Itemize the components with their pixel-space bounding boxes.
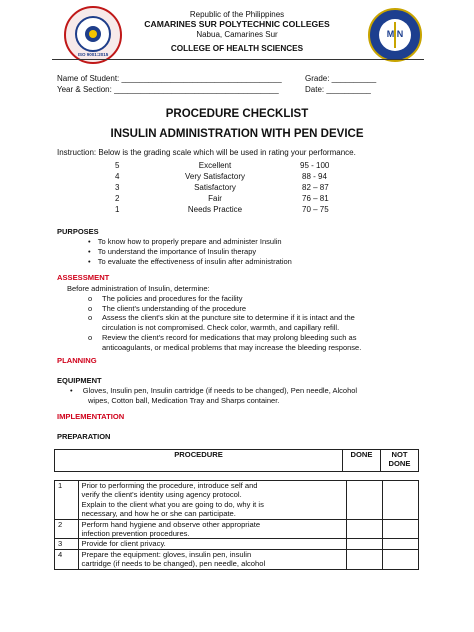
list-item-continued bbox=[88, 323, 428, 333]
grade-label: Very Satisfactory bbox=[184, 172, 246, 181]
done-cell[interactable] bbox=[347, 549, 383, 569]
grade-label: Needs Practice bbox=[187, 205, 243, 214]
procedure-steps-table bbox=[54, 480, 419, 570]
year-section-field: Year & Section: _____________________________________ bbox=[57, 85, 279, 94]
grade-range: 70 – 75 bbox=[302, 205, 329, 214]
equipment-line-1 bbox=[70, 386, 357, 395]
list-item-text: Assess the client's skin at the puncture site to determine if it is intact and the bbox=[102, 313, 355, 323]
list-item: • To know how to properly prepare and administer Insulin bbox=[88, 237, 282, 246]
iso-label: ISO 9001:2015 bbox=[77, 52, 109, 57]
purposes-list bbox=[88, 237, 292, 267]
grade-label: Excellent bbox=[198, 161, 232, 170]
grade-label: Fair bbox=[208, 194, 222, 203]
not-done-cell[interactable] bbox=[383, 481, 419, 520]
college-location: Nabua, Camarines Sur bbox=[196, 30, 278, 39]
checklist-header-table bbox=[54, 449, 419, 472]
department-name: COLLEGE OF HEALTH SCIENCES bbox=[170, 44, 304, 53]
bullet-icon: • bbox=[70, 386, 73, 395]
table-row bbox=[55, 539, 419, 549]
planning-heading: PLANNING bbox=[57, 356, 97, 365]
assessment-heading: ASSESSMENT bbox=[57, 273, 110, 282]
table-row bbox=[55, 519, 419, 539]
grade-field: Grade: __________ bbox=[305, 74, 377, 83]
done-cell[interactable] bbox=[347, 481, 383, 520]
step-line: Prior to performing the procedure, introduce self and bbox=[81, 481, 258, 490]
equipment-heading: EQUIPMENT bbox=[57, 376, 102, 385]
college-name: CAMARINES SUR POLYTECHNIC COLLEGES bbox=[144, 19, 330, 29]
step-line: infection prevention procedures. bbox=[81, 529, 190, 539]
step-line: Perform hand hygiene and observe other appropriate bbox=[81, 519, 261, 529]
step-text bbox=[78, 481, 347, 520]
procedure-column-header: PROCEDURE bbox=[55, 450, 343, 472]
list-item-text: anticoagulants, or medical problems that may increase the bleeding response. bbox=[102, 342, 362, 352]
step-line: Provide for client privacy. bbox=[81, 539, 166, 549]
list-item-text: The client's understanding of the procedure bbox=[102, 303, 247, 313]
step-text bbox=[78, 539, 347, 549]
step-text bbox=[78, 549, 347, 569]
step-number: 1 bbox=[55, 481, 79, 520]
step-line: Prepare the equipment: gloves, insulin pen, insulin bbox=[81, 549, 252, 559]
table-row bbox=[55, 549, 419, 569]
grade-score: 2 bbox=[115, 194, 120, 203]
grade-range: 88 - 94 bbox=[302, 172, 327, 181]
purposes-heading: PURPOSES bbox=[57, 227, 99, 236]
grade-score: 1 bbox=[115, 205, 120, 214]
list-item-continued bbox=[88, 343, 428, 353]
done-cell[interactable] bbox=[347, 519, 383, 539]
grade-range: 76 – 81 bbox=[302, 194, 329, 203]
equipment-line-2: wipes, Cotton ball, Medication Tray and Sharps container. bbox=[88, 396, 280, 405]
list-item: o Review the client's record for medications that may prolong bleeding such as bbox=[88, 332, 357, 342]
list-item-text: circulation is not compromised. Check color, warmth, and capillary refill. bbox=[102, 323, 340, 333]
equipment-text: Gloves, Insulin pen, Insulin cartridge (if needs to be changed), Pen needle, Alcohol bbox=[82, 386, 358, 395]
done-cell[interactable] bbox=[347, 539, 383, 549]
document-title: PROCEDURE CHECKLIST bbox=[165, 108, 309, 120]
grade-score: 3 bbox=[115, 183, 120, 192]
step-line: verify the client's identity using agency protocol. bbox=[81, 490, 242, 500]
list-item-text: To know how to properly prepare and administer Insulin bbox=[97, 237, 282, 246]
student-name-field: Name of Student: ____________________________________ bbox=[57, 74, 282, 83]
step-line: cartridge (if needs to be changed), pen needle, alcohol bbox=[81, 559, 266, 569]
table-row bbox=[55, 481, 419, 520]
list-item: o The policies and procedures for the facility bbox=[88, 294, 243, 303]
list-item-text: The policies and procedures for the facility bbox=[102, 294, 243, 303]
instruction-text: Instruction: Below is the grading scale which will be used in rating your performance. bbox=[57, 148, 356, 157]
preparation-heading: PREPARATION bbox=[57, 432, 111, 441]
list-item-text: To evaluate the effectiveness of insulin after administration bbox=[97, 257, 292, 266]
not-done-label-1: NOT bbox=[391, 450, 408, 459]
not-done-label-2: DONE bbox=[388, 459, 411, 468]
list-item: • To evaluate the effectiveness of insulin after administration bbox=[88, 257, 292, 266]
not-done-cell[interactable] bbox=[383, 519, 419, 539]
assessment-intro: Before administration of Insulin, determine: bbox=[67, 284, 210, 293]
document-subtitle: INSULIN ADMINISTRATION WITH PEN DEVICE bbox=[110, 128, 364, 140]
list-item-text: Review the client's record for medications that may prolong bleeding such as bbox=[102, 332, 357, 342]
implementation-heading: IMPLEMENTATION bbox=[57, 412, 125, 421]
grade-score: 5 bbox=[115, 161, 120, 170]
grade-label: Satisfactory bbox=[194, 183, 236, 192]
done-column-header: DONE bbox=[343, 450, 381, 472]
grade-score: 4 bbox=[115, 172, 120, 181]
not-done-cell[interactable] bbox=[383, 549, 419, 569]
list-item-text: To understand the importance of Insulin therapy bbox=[97, 247, 257, 256]
list-item: o The client's understanding of the procedure bbox=[88, 303, 247, 313]
date-field: Date: __________ bbox=[305, 85, 371, 94]
step-text bbox=[78, 519, 347, 539]
list-item: o Assess the client's skin at the puncture site to determine if it is intact and the bbox=[88, 313, 355, 323]
seal-letters: M N bbox=[386, 29, 404, 39]
step-number: 3 bbox=[55, 539, 79, 549]
header-divider bbox=[52, 59, 424, 60]
step-line: Explain to the client what you are going to do, why it is bbox=[81, 499, 264, 509]
not-done-column-header bbox=[380, 450, 418, 472]
assessment-list bbox=[88, 294, 428, 352]
grade-range: 82 – 87 bbox=[302, 183, 329, 192]
step-number: 4 bbox=[55, 549, 79, 569]
grade-range: 95 - 100 bbox=[300, 161, 330, 170]
republic-line: Republic of the Philippines bbox=[189, 10, 285, 19]
step-number: 2 bbox=[55, 519, 79, 539]
step-line: necessary, and how he or she can participate. bbox=[81, 509, 236, 519]
not-done-cell[interactable] bbox=[383, 539, 419, 549]
list-item: • To understand the importance of Insulin therapy bbox=[88, 247, 257, 256]
